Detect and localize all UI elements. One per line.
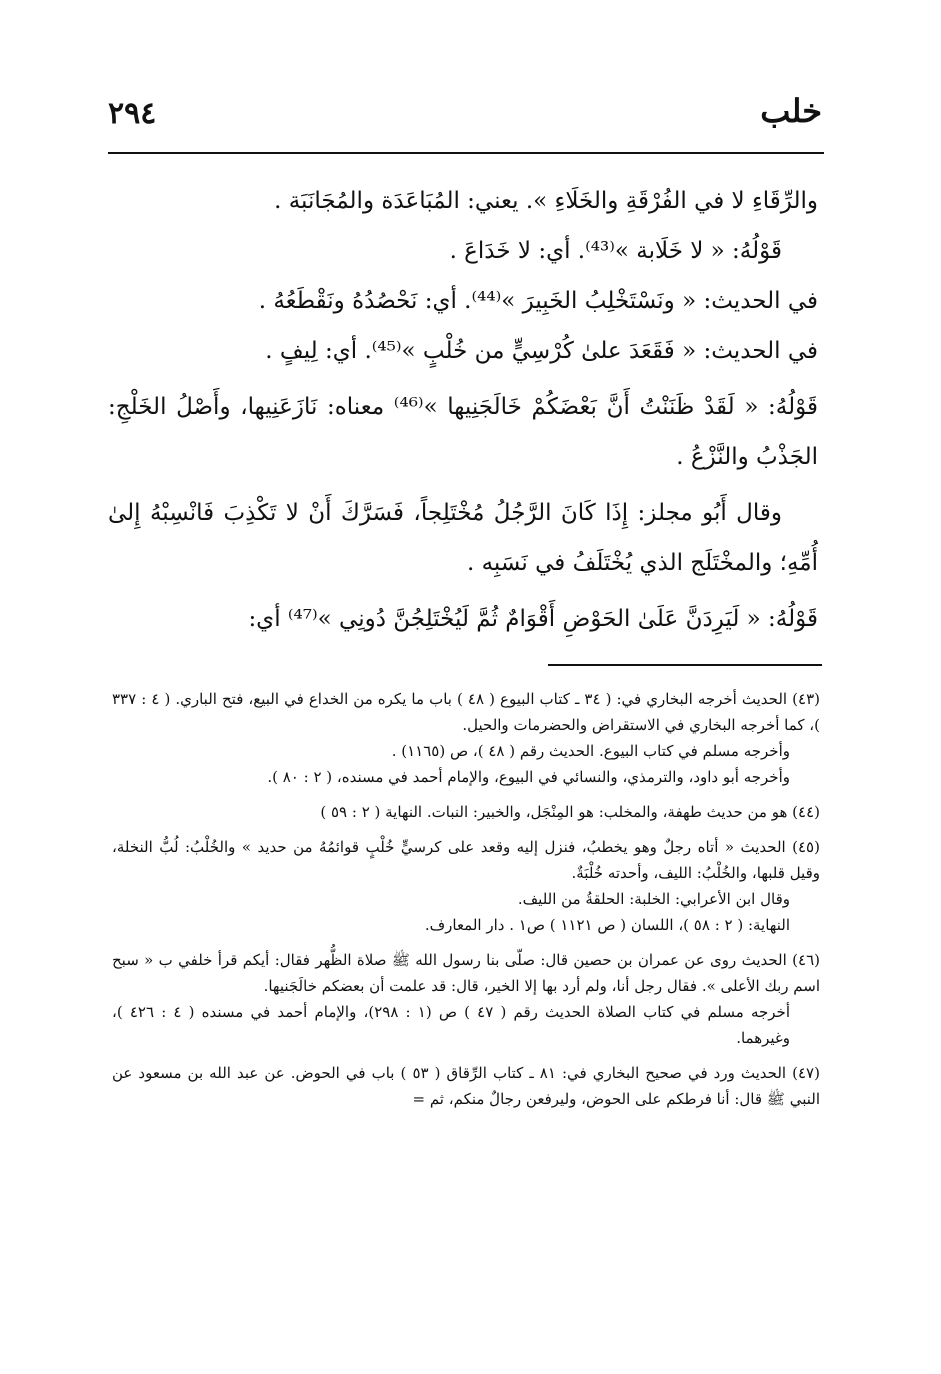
footnote-line: وقال ابن الأعرابي: الخلبة: الحلقةُ من الليف. (517, 890, 790, 908)
page-number: ٢٩٤ (108, 96, 157, 131)
running-head-word: خلب (760, 92, 822, 130)
footnote-line: الحديث ورد في صحيح البخاري في: ٨١ ـ كتاب الرِّقاق ( ٥٣ ) باب في الحوض. عن عبد الله بن مسعود عن النبي ﷺ قال: أنا فرطكم على الحوض، وليرفعن رجالٌ منكم، ثم = (112, 1064, 820, 1108)
main-paragraph: في الحديث: « فَقَعَدَ علىٰ كُرْسِيٍّ من خُلْبٍ »⁽⁴⁵⁾. أي: لِيفٍ . (265, 338, 818, 364)
footnote-44 (112, 799, 820, 825)
footnote-43 (112, 686, 820, 790)
main-paragraph: والرِّقَاءِ لا في الفُرْقَةِ والخَلَاءِ ». يعني: المُبَاعَدَة والمُجَانَبَة . (274, 188, 818, 214)
header-divider (108, 152, 824, 154)
footnote-line: وأخرجه مسلم في كتاب البيوع. الحديث رقم ( ٤٨ )، ص (١١٦٥) . (391, 742, 790, 760)
main-paragraph: في الحديث: « ونَسْتَخْلِبُ الخَبِيرَ »⁽⁴⁴⁾. أي: نَحْصُدُهُ ونَقْطَعُهُ . (258, 288, 818, 314)
footnote-marker: (٤٧) (792, 1064, 820, 1082)
footnote-line: الحديث أخرجه البخاري في: ( ٣٤ ـ كتاب البيوع ( ٤٨ ) باب ما يكره من الخداع في البيع، فتح الباري. ( ٤ : ٣٣٧ )، كما أخرجه البخاري في الاستقراض والحضرمات والحيل. (112, 690, 820, 734)
page-header (108, 86, 822, 142)
footnote-47 (112, 1060, 820, 1112)
footnote-line: الحديث روى عن عمران بن حصين قال: صلّى بنا رسول الله ﷺ صلاة الظُّهر فقال: أيكم قرأ خلفي ب « سبح اسم ربك الأعلى ». فقال رجل أنا، ولم أرد بها إلا الخير، قال: قد علمت أن بعضكم خالَجَنيها. (112, 951, 820, 995)
main-paragraph: قَوْلُهُ: « لَيَرِدَنَّ عَلَىٰ الحَوْضِ أَقْوَامٌ ثُمَّ لَيُخْتَلِجُنَّ دُونِي »⁽⁴⁷⁾ أي: (248, 606, 818, 632)
footnote-line: هو من حديث طهفة، والمخلب: هو المِنْجَل، والخبير: النبات. النهاية ( ٢ : ٥٩ ) (320, 803, 788, 821)
main-paragraph: قَوْلُهُ: « لا خَلَابة »⁽⁴³⁾. أي: لا خَدَاعَ . (449, 238, 782, 264)
footnote-marker: (٤٣) (792, 690, 821, 708)
footnote-line: أخرجه مسلم في كتاب الصلاة الحديث رقم ( ٤٧ ) ص (١ : ٢٩٨)، والإمام أحمد في مسنده ( ٤ : ٤٢٦ )، وغيرهما. (112, 1003, 791, 1047)
main-paragraph: قَوْلُهُ: « لَقَدْ ظَنَنْتُ أَنَّ بَعْضَكُمْ خَالَجَنِيها »⁽⁴⁶⁾ معناه: نَازَعَنِيها، وأَصْلُ الخَلْجِ: الجَذْبُ والنَّزْعُ . (108, 394, 819, 470)
footnote-marker: (٤٤) (792, 803, 820, 821)
footnote-marker: (٤٦) (792, 951, 820, 969)
footnote-line: وأخرجه أبو داود، والترمذي، والنسائي في البيوع، والإمام أحمد في مسنده، ( ٢ : ٨٠ ). (267, 768, 790, 786)
main-text (108, 176, 818, 644)
footnote-46 (112, 947, 820, 1051)
footnotes (112, 686, 820, 1121)
footnote-line: الحديث « أتاه رجلٌ وهو يخطبُ، فنزل إليه وقعد على كرسيٍّ خُلْبٍ قوائمُهُ من حديد » والخُلْبُ: لُبُّ النخلة، وقيل قلبها، والخُلْبُ: الليف، وأحدته خُلْبَةٌ. (112, 838, 820, 882)
main-paragraph: وقال أَبُو مجلز: إِذَا كَانَ الرَّجُلُ مُخْتَلِجاً، فَسَرَّكَ أَنْ لا تَكْذِبَ فَانْسِبْهُ إِلىٰ أُمِّهِ؛ والمخْتَلَج الذي يُخْتَلَفُ في نَسَبِه . (108, 500, 818, 576)
footnote-line: النهاية: ( ٢ : ٥٨ )، اللسان ( ص ١١٢١ ) ص١ . دار المعارف. (424, 916, 790, 934)
footnote-marker: (٤٥) (792, 838, 820, 856)
footnote-divider (548, 664, 822, 666)
footnote-45 (112, 834, 820, 938)
